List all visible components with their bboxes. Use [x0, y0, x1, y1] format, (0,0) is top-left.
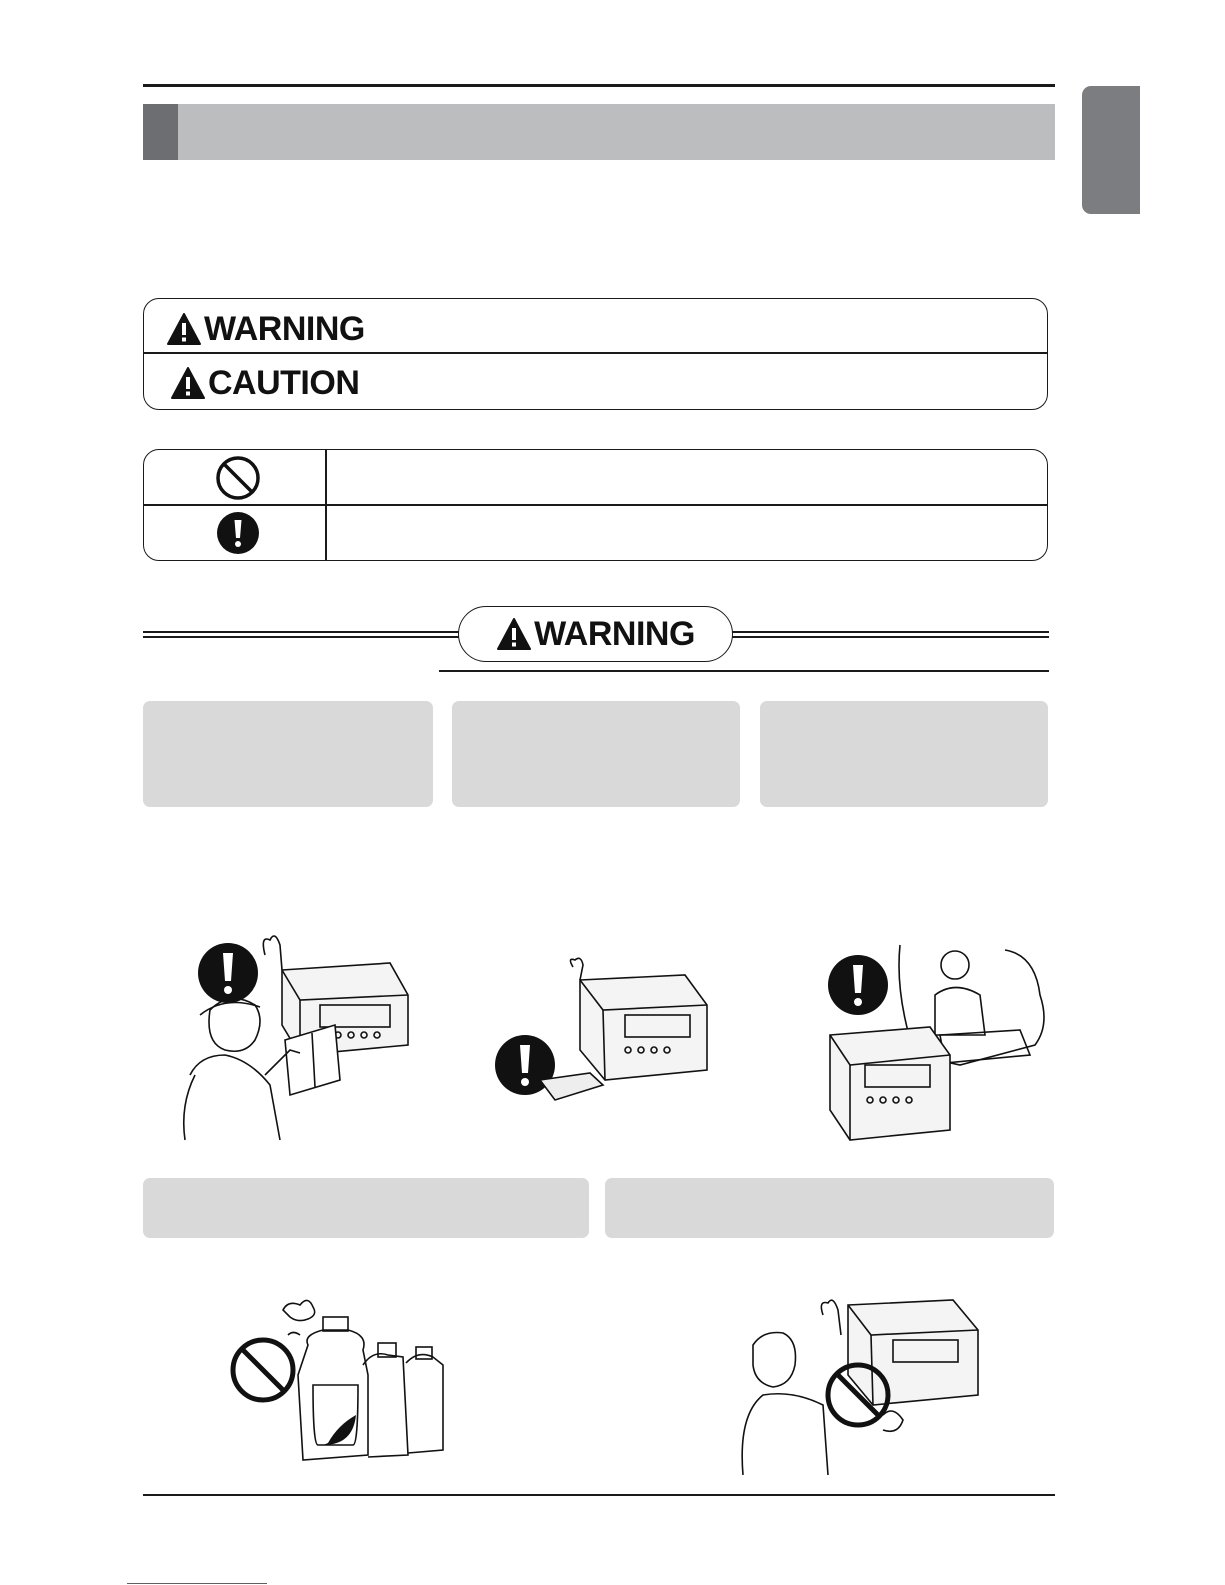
top-rule: [143, 84, 1055, 87]
info-box-5: [605, 1178, 1054, 1238]
banner-line-left-bottom: [143, 636, 461, 638]
caution-label: CAUTION: [208, 363, 360, 402]
info-box-1: [143, 701, 433, 807]
caution-triangle-icon: [170, 366, 206, 400]
banner-line-left-top: [143, 631, 461, 633]
warning-banner: [458, 606, 733, 662]
banner-warning-label: WARNING: [534, 614, 695, 653]
warning-signal: [166, 311, 365, 347]
side-tab: [1082, 86, 1140, 214]
illustration-controller-phone: [825, 935, 1055, 1150]
signal-word-box: [143, 298, 1048, 410]
banner-signal: [496, 615, 695, 654]
footer-link-underline: [127, 1583, 267, 1584]
warning-triangle-icon: [166, 312, 202, 346]
warning-triangle-icon: [496, 617, 532, 651]
caution-signal: [170, 365, 359, 401]
banner-line-right-bottom: [730, 636, 1049, 638]
prohibition-icon: [215, 455, 261, 501]
exclamation-icon: [215, 510, 261, 556]
illustration-controller-card: [495, 955, 725, 1105]
warning-label: WARNING: [204, 309, 365, 348]
legend-horizontal-divider: [144, 504, 1047, 506]
info-box-2: [452, 701, 740, 807]
banner-underline: [439, 670, 1049, 672]
symbol-legend-box: [143, 449, 1048, 561]
illustration-person-controller: [733, 1295, 983, 1475]
banner-line-right-top: [730, 631, 1049, 633]
illustration-spray-bottles: [228, 1295, 453, 1465]
section-header-square: [143, 104, 178, 160]
section-header-bar: [143, 104, 1055, 160]
bottom-rule: [143, 1494, 1055, 1496]
signal-box-divider: [144, 352, 1047, 354]
illustration-installer-manual: [170, 925, 430, 1145]
info-box-3: [760, 701, 1048, 807]
info-box-4: [143, 1178, 589, 1238]
